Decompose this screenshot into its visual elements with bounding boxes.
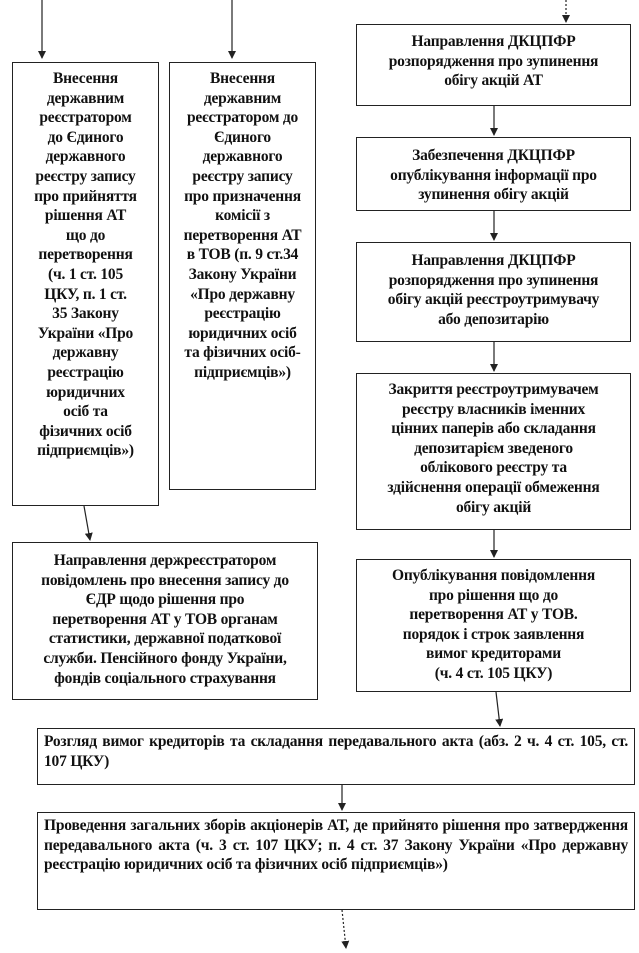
box-text-line: підприємців») [194,363,291,381]
box-text-line: або депозитарію [438,310,549,328]
box-text-line: реєстратором [39,109,132,127]
box-text-line: Направлення ДКЦПФР [411,252,576,269]
box-text-line: осіб та [63,403,108,421]
box-text-line: підприємців») [37,442,134,460]
box-text-line: реєстру запису [192,167,293,185]
box-text-line: фондів соціального страхування [54,669,276,687]
arrow-right-5-bottom [496,692,500,726]
box-text-line: реєстрацію [47,363,124,381]
box-text-line: в ТОВ (п. 9 ст.34 [186,246,299,264]
box-text-line: перетворення АТ у ТОВ органам [52,610,278,628]
box-text-line: «Про державну [190,285,295,303]
box-text-line: ЦКУ, п. 1 ст. [44,285,127,303]
box-text-line: розпорядження про зупинення [388,271,599,289]
box-text-line: Опублікування повідомлення [391,567,596,584]
box-text-line: про рішення що до [428,586,559,604]
box-text-line: вимог кредиторами [426,645,561,663]
box-text-line: реєстратором до [186,109,299,127]
box-text-line: державним [46,89,125,107]
box-text-line: комісії з [215,207,270,225]
right-box-2-publication-of-suspension [356,137,631,211]
box-text-line: обігу акцій АТ [444,72,543,90]
box-text-line: реєстрацію [204,305,281,323]
box-text-line: перетворення АТ у ТОВ. [409,606,578,624]
right-box-5-publication-of-decision [356,559,631,692]
arrow-left-1-3 [84,506,90,540]
box-text-line: фізичних осіб [39,422,132,440]
box-text-line: Внесення [53,70,118,87]
box-text-line: облікового реєстру та [420,459,567,477]
box-text-line: цінних паперів або складання [391,420,596,438]
box-text-line: Єдиного [214,128,271,146]
right-box-3-order-to-registrar [356,242,631,342]
right-box-4-register-closing [356,373,631,530]
box-text-line: рішення АТ [44,207,127,225]
box-text-line: 35 Закону [52,305,119,323]
box-text-line: України «Про [37,324,134,342]
box-text-line: статистики, державної податкової [48,630,282,648]
box-text-line: реєстру власників іменних [401,400,586,418]
box-text-line: до Єдиного [47,128,124,146]
box-text-line: депозитарієм зведеного [414,439,573,457]
box-text-line: державного [202,148,283,166]
box-text-line: обігу акцій [455,498,532,516]
left-box-1-record-reorganization-decision [12,62,159,506]
box-text-line: ЄДР щодо рішення про [85,591,245,609]
box-text-line: Забезпечення ДКЦПФР [412,147,575,164]
arrow-bottom-exit [342,910,346,948]
box-text-line: державного [45,148,126,166]
box-text-line: про призначення [184,187,301,205]
box-text-line: Закриття реєстроутримувачем [388,381,599,398]
box-text-line: реєстру запису [35,167,136,185]
right-box-1-suspension-order [356,24,631,106]
box-text-line: розпорядження про зупинення [388,52,599,70]
box-text-line: (ч. 4 ст. 105 ЦКУ) [434,664,553,682]
box-text-line: Внесення [210,70,275,87]
box-text-line: про прийняття [34,187,137,205]
box-text-line: та фізичних осіб- [184,344,301,362]
box-text-line: опублікування інформації про [390,166,597,184]
box-text-line: служби. Пенсійного фонду України, [43,649,287,667]
bottom-box-2-shareholders-meeting: Проведення загальних зборів акціонерів АТ, де прийнято рішення про затвердження передавального акта (ч. 3 ст. 107 ЦКУ; п. 4 ст. 37 Закону України «Про державну реєстрацію юридичних осіб та фізичних осіб підприємців») [37,812,635,910]
left-box-2-record-commission-appointment [169,62,316,490]
left-box-3-registrar-notifications [12,542,318,700]
box-text-line: Направлення ДКЦПФР [411,33,576,50]
box-text-line: державну [52,344,119,362]
box-text-line: перетворення [38,246,133,264]
box-text-line: юридичних [46,383,125,401]
box-text-line: Закону України [188,265,297,283]
box-text-line: повідомлень про внесення запису до [41,571,289,589]
box-text-line: здійснення операції обмеження [387,478,600,496]
box-text-line: державним [203,89,282,107]
box-text-line: порядок і строк заявлення [402,625,585,643]
box-text-line: що до [65,226,106,244]
box-text-line: зупинення обігу акцій [418,186,569,204]
box-text-line: Направлення держреєстратором [53,552,277,569]
box-text-line: перетворення АТ [183,226,302,244]
box-text-line: (ч. 1 ст. 105 [47,265,123,283]
box-text-line: юридичних осіб [188,324,297,342]
bottom-box-1-creditor-claims: Розгляд вимог кредиторів та складання передавального акта (абз. 2 ч. 4 ст. 105, ст. 107 ЦКУ) [37,728,635,785]
box-text-line: обігу акцій реєстроутримувачу [387,291,600,309]
